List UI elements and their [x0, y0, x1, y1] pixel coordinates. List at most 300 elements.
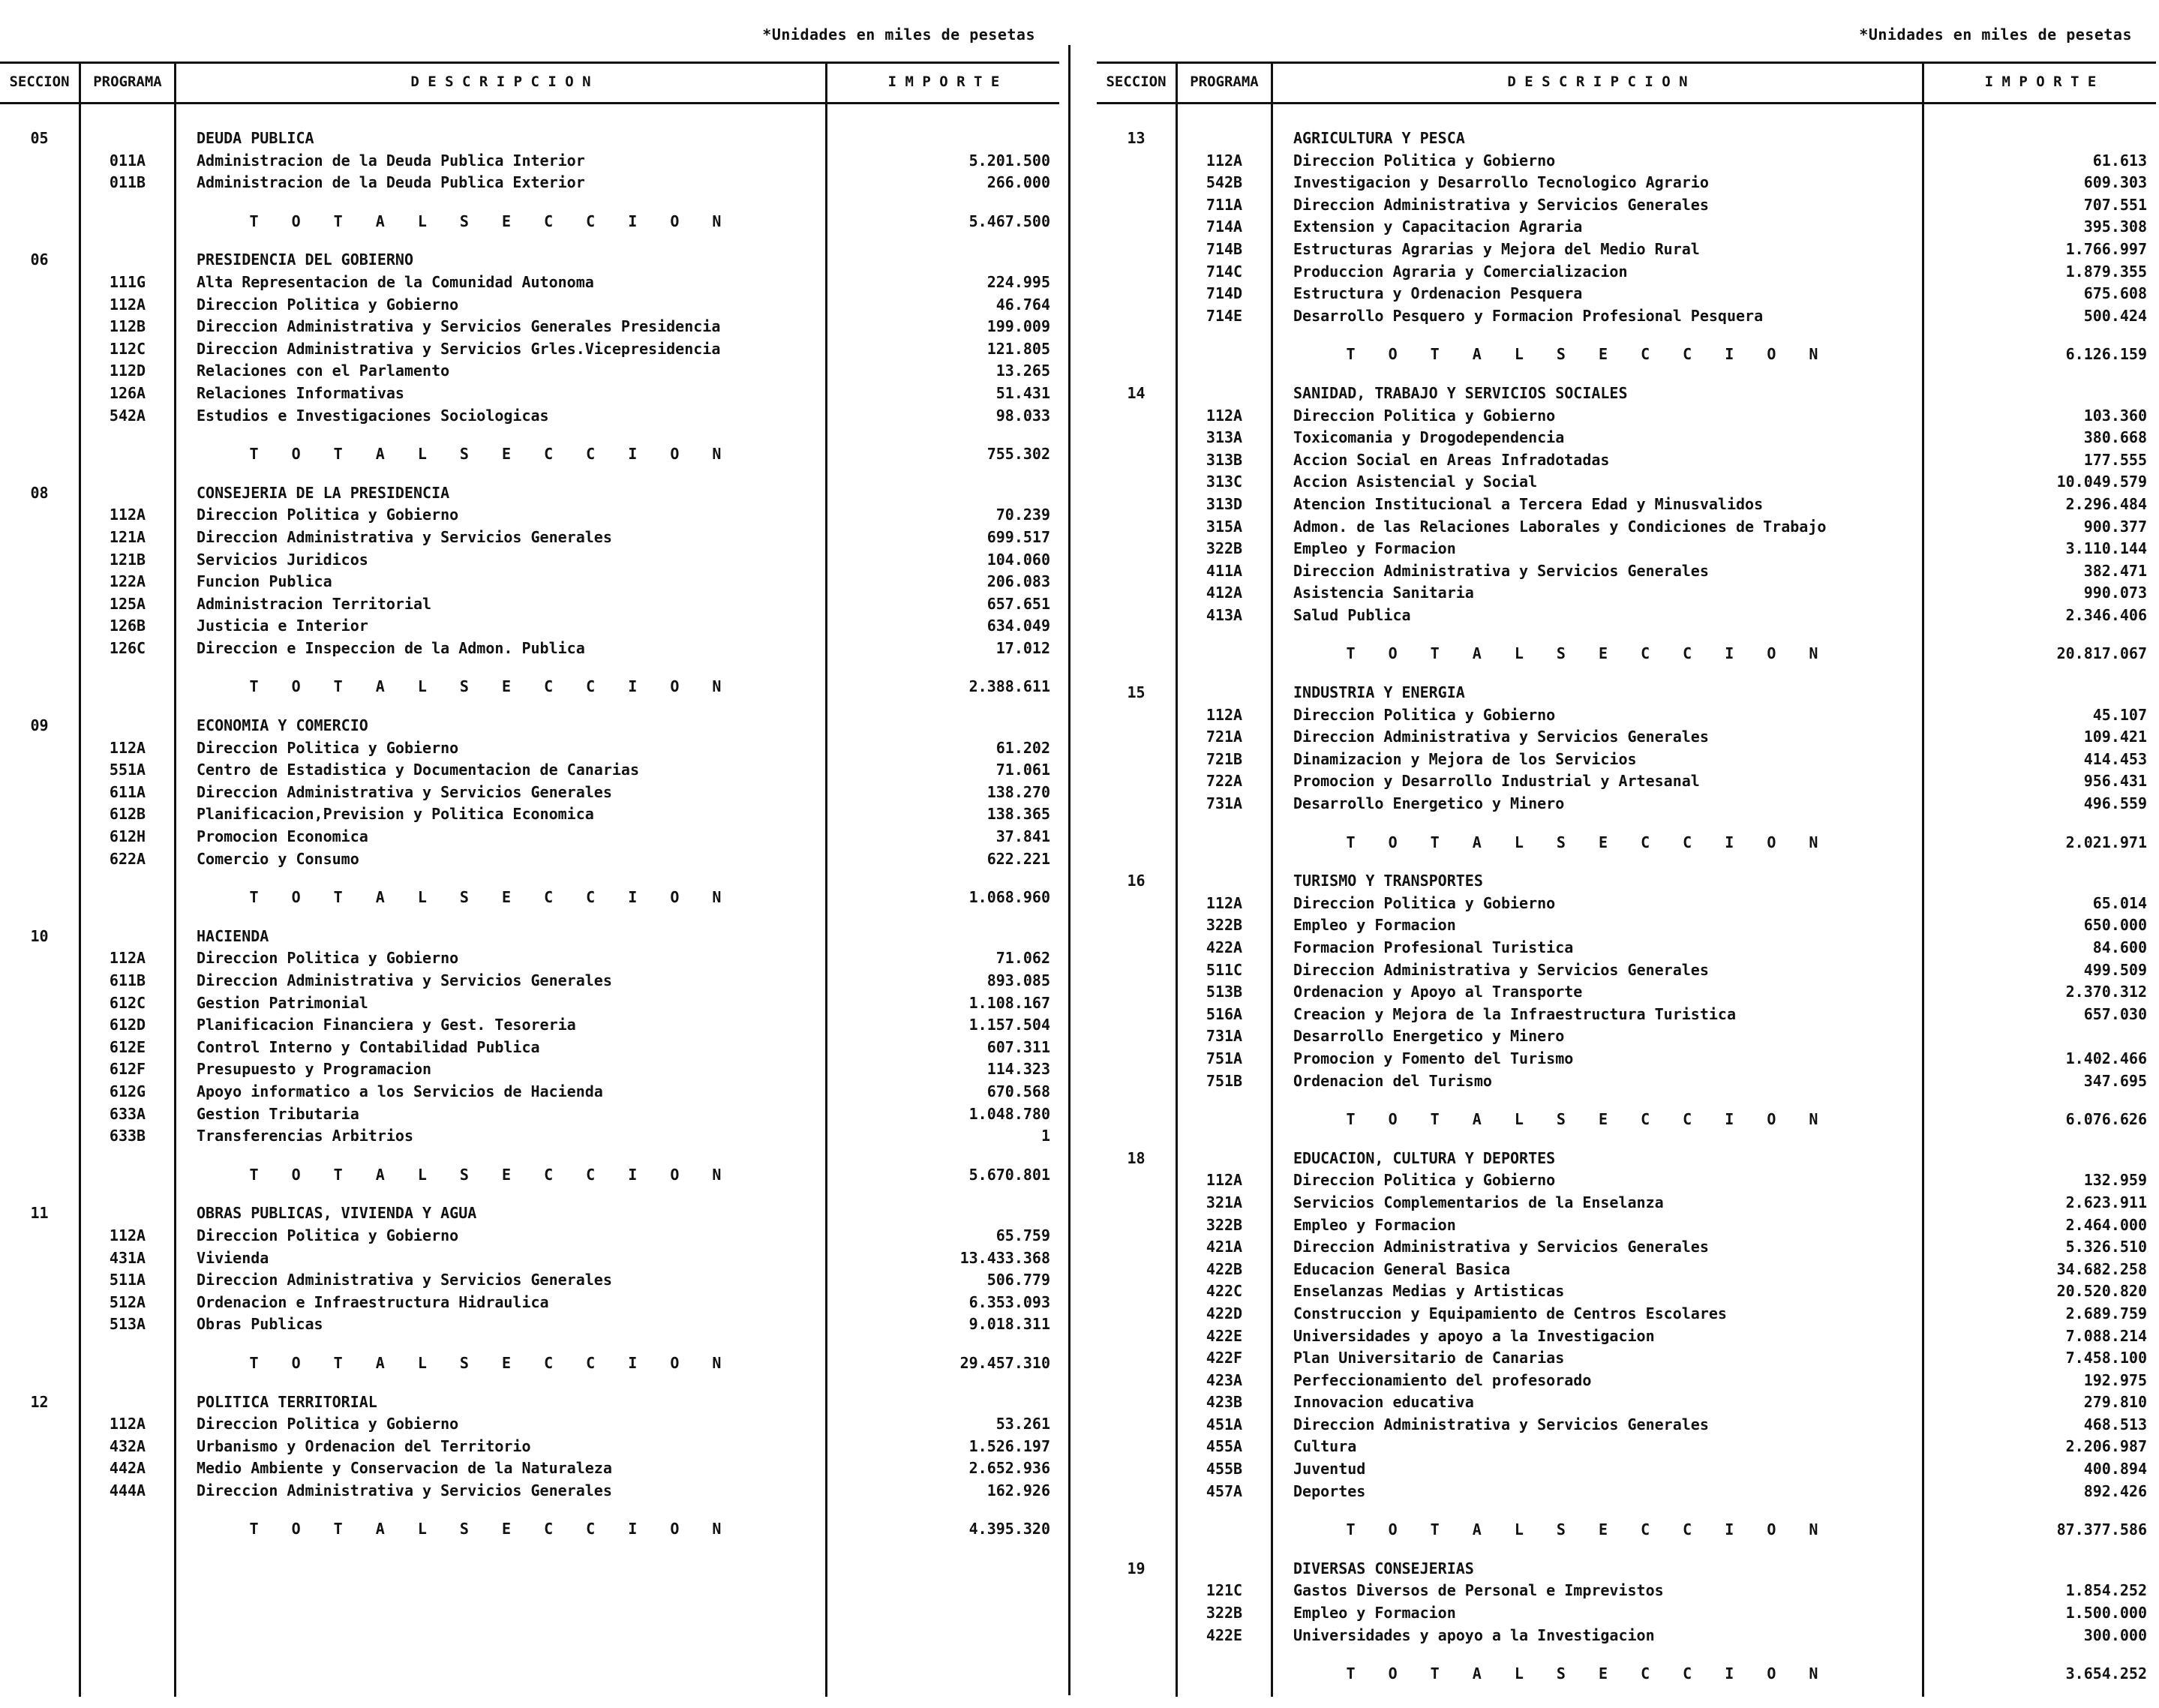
program-amount: 7.458.100 — [2065, 1349, 2147, 1367]
program-code: 612D — [109, 1016, 146, 1034]
program-description: Direccion Administrativa y Servicios Generales — [197, 971, 612, 989]
section-header-row — [0, 1391, 1065, 1414]
program-amount: 138.270 — [986, 782, 1050, 801]
table-row — [0, 737, 1065, 760]
section-total-row — [0, 1518, 1065, 1541]
total-amount: 5.670.801 — [968, 1165, 1050, 1184]
program-description: Admon. de las Relaciones Laborales y Condiciones de Trabajo — [1293, 517, 1827, 536]
program-description: Asistencia Sanitaria — [1293, 584, 1474, 602]
program-amount: 70.239 — [995, 506, 1050, 524]
table-row — [0, 1436, 1065, 1458]
program-code: 542A — [109, 406, 146, 425]
program-code: 714A — [1206, 218, 1243, 236]
program-code: 112A — [1206, 893, 1243, 912]
table-row — [0, 826, 1065, 848]
program-code: 111G — [109, 272, 146, 291]
total-label: T O T A L S E C C I O N — [249, 677, 734, 696]
program-code: 442A — [109, 1459, 146, 1478]
table-row — [0, 970, 1065, 992]
header-bottom-rule — [1097, 102, 2156, 104]
section-header-row — [1097, 128, 2159, 150]
table-row — [1097, 605, 2159, 627]
program-code: 711A — [1206, 195, 1243, 214]
table-row — [1097, 1580, 2159, 1602]
program-code: 112D — [109, 362, 146, 380]
spacer — [1097, 1541, 2159, 1558]
program-amount: 2.652.936 — [968, 1459, 1050, 1478]
program-amount: 607.311 — [986, 1037, 1050, 1056]
total-label: T O T A L S E C C I O N — [249, 1353, 734, 1372]
program-amount: 121.805 — [986, 339, 1050, 358]
program-code: 112A — [109, 949, 146, 968]
program-description: Innovacion educativa — [1293, 1393, 1474, 1412]
program-description: Desarrollo Pesquero y Formacion Profesional Pesquera — [1293, 306, 1764, 325]
program-description: Control Interno y Contabilidad Publica — [197, 1037, 540, 1056]
table-row — [1097, 560, 2159, 583]
total-label: T O T A L S E C C I O N — [1346, 1520, 1830, 1539]
program-description: Plan Universitario de Canarias — [1293, 1349, 1565, 1367]
program-description: Vivienda — [197, 1248, 269, 1267]
section-title: TURISMO Y TRANSPORTES — [1293, 872, 1483, 890]
program-description: Empleo y Formacion — [1293, 916, 1456, 935]
section-total-row — [1097, 832, 2159, 854]
program-code: 313A — [1206, 428, 1243, 447]
program-amount: 84.600 — [2092, 938, 2147, 956]
table-row — [1097, 405, 2159, 428]
program-description: Enselanzas Medias y Artisticas — [1293, 1282, 1565, 1301]
program-code: 121B — [109, 550, 146, 569]
program-code: 721A — [1206, 728, 1243, 746]
program-amount: 65.014 — [2092, 893, 2147, 912]
program-code: 422B — [1206, 1259, 1243, 1278]
total-amount: 5.467.500 — [968, 212, 1050, 230]
program-code: 413A — [1206, 605, 1243, 624]
program-code: 423A — [1206, 1370, 1243, 1389]
program-amount: 206.083 — [986, 572, 1050, 591]
program-description: Toxicomania y Drogodependencia — [1293, 428, 1565, 447]
table-row — [1097, 1458, 2159, 1481]
spacer — [0, 233, 1065, 249]
program-code: 422A — [1206, 938, 1243, 956]
program-description: Direccion Administrativa y Servicios Grles.Vicepresidencia — [197, 339, 721, 358]
program-code: 451A — [1206, 1415, 1243, 1433]
program-description: Desarrollo Energetico y Minero — [1293, 794, 1565, 813]
section-total-row — [0, 887, 1065, 909]
table-row — [0, 172, 1065, 194]
table-row — [1097, 449, 2159, 472]
table-row — [1097, 427, 2159, 449]
section-code: 18 — [1127, 1148, 1146, 1167]
section-header-row — [0, 482, 1065, 505]
table-row — [1097, 1602, 2159, 1625]
program-code: 622A — [109, 849, 146, 868]
table-row — [0, 782, 1065, 804]
program-description: Alta Representacion de la Comunidad Autonoma — [197, 272, 594, 291]
program-description: Direccion e Inspeccion de la Admon. Publica — [197, 638, 585, 657]
program-description: Relaciones Informativas — [197, 383, 404, 402]
program-amount: 1.879.355 — [2065, 262, 2147, 281]
program-amount: 104.060 — [986, 550, 1050, 569]
table-row — [1097, 1303, 2159, 1325]
total-amount: 2.021.971 — [2065, 833, 2147, 851]
table-row — [1097, 172, 2159, 194]
program-amount: 634.049 — [986, 617, 1050, 635]
spacer — [1097, 626, 2159, 643]
program-code: 322B — [1206, 1604, 1243, 1622]
program-description: Apoyo informatico a los Servicios de Hacienda — [197, 1082, 603, 1100]
table-row — [0, 1247, 1065, 1270]
program-description: Ordenacion e Infraestructura Hidraulica — [197, 1292, 549, 1311]
spacer — [1097, 1646, 2159, 1663]
spacer — [1097, 1131, 2159, 1148]
section-title: INDUSTRIA Y ENERGIA — [1293, 683, 1465, 702]
program-code: 322B — [1206, 539, 1243, 558]
program-amount: 300.000 — [2083, 1625, 2147, 1644]
total-amount: 3.654.252 — [2065, 1664, 2147, 1683]
section-total-row — [1097, 1109, 2159, 1131]
program-code: 125A — [109, 594, 146, 613]
program-code: 432A — [109, 1436, 146, 1455]
program-amount: 177.555 — [2083, 450, 2147, 469]
table-row — [0, 527, 1065, 549]
program-amount: 37.841 — [995, 827, 1050, 846]
table-row — [1097, 1370, 2159, 1392]
program-code: 431A — [109, 1248, 146, 1267]
program-amount: 609.303 — [2083, 173, 2147, 192]
program-description: Direccion Administrativa y Servicios Generales — [197, 1271, 612, 1289]
table-row — [1097, 749, 2159, 771]
program-code: 751B — [1206, 1071, 1243, 1090]
program-amount: 2.370.312 — [2065, 983, 2147, 1001]
section-title: CONSEJERIA DE LA PRESIDENCIA — [197, 483, 450, 502]
program-amount: 468.513 — [2083, 1415, 2147, 1433]
program-code: 542B — [1206, 173, 1243, 192]
program-amount: 20.520.820 — [2056, 1282, 2147, 1301]
spacer — [1097, 327, 2159, 344]
total-label: T O T A L S E C C I O N — [1346, 833, 1830, 851]
program-description: Estudios e Investigaciones Sociologicas — [197, 406, 549, 425]
section-code: 15 — [1127, 683, 1146, 702]
program-amount: 499.509 — [2083, 960, 2147, 979]
program-code: 126B — [109, 617, 146, 635]
program-amount: 65.759 — [995, 1226, 1050, 1244]
program-description: Universidades y apoyo a la Investigacion — [1293, 1625, 1655, 1644]
table-row — [1097, 1169, 2159, 1192]
program-amount: 34.682.258 — [2056, 1259, 2147, 1278]
table-row — [1097, 793, 2159, 815]
table-row — [1097, 1280, 2159, 1303]
table-row — [0, 504, 1065, 527]
spacer — [0, 194, 1065, 211]
spacer — [0, 1336, 1065, 1352]
table-row — [0, 947, 1065, 970]
program-code: 714C — [1206, 262, 1243, 281]
program-code: 714B — [1206, 239, 1243, 258]
table-row — [0, 1125, 1065, 1148]
program-code: 423B — [1206, 1393, 1243, 1412]
program-description: Empleo y Formacion — [1293, 1604, 1456, 1622]
table-row — [0, 405, 1065, 428]
program-code: 112B — [109, 317, 146, 336]
program-code: 612E — [109, 1037, 146, 1056]
program-amount: 496.559 — [2083, 794, 2147, 813]
table-body — [1097, 128, 2159, 1702]
total-label: T O T A L S E C C I O N — [249, 1520, 734, 1538]
program-code: 714D — [1206, 284, 1243, 303]
program-description: Estructuras Agrarias y Mejora del Medio Rural — [1293, 239, 1700, 258]
program-description: Centro de Estadistica y Documentacion de Canarias — [197, 761, 640, 779]
program-code: 112A — [109, 295, 146, 314]
table-row — [0, 615, 1065, 638]
program-code: 322B — [1206, 916, 1243, 935]
table-row — [1097, 1481, 2159, 1503]
program-description: Atencion Institucional a Tercera Edad y Minusvalidos — [1293, 494, 1764, 513]
total-label: T O T A L S E C C I O N — [249, 888, 734, 907]
program-amount: 990.073 — [2083, 584, 2147, 602]
total-label: T O T A L S E C C I O N — [249, 1165, 734, 1184]
program-amount: 670.568 — [986, 1082, 1050, 1100]
program-description: Direccion Politica y Gobierno — [197, 738, 459, 757]
program-amount: 5.326.510 — [2065, 1238, 2147, 1256]
spacer — [0, 659, 1065, 676]
table-row — [0, 1037, 1065, 1059]
program-amount: 9.018.311 — [968, 1315, 1050, 1334]
program-description: Deportes — [1293, 1481, 1366, 1500]
program-amount: 1.500.000 — [2065, 1604, 2147, 1622]
total-label: T O T A L S E C C I O N — [1346, 1110, 1830, 1129]
section-title: ECONOMIA Y COMERCIO — [197, 716, 368, 735]
program-description: Perfeccionamiento del profesorado — [1293, 1370, 1592, 1389]
program-amount: 5.201.500 — [968, 151, 1050, 170]
section-title: DIVERSAS CONSEJERIAS — [1293, 1559, 1474, 1577]
program-code: 612F — [109, 1060, 146, 1079]
program-description: Direccion Politica y Gobierno — [197, 1415, 459, 1433]
section-title: EDUCACION, CULTURA Y DEPORTES — [1293, 1148, 1556, 1167]
program-description: Obras Publicas — [197, 1315, 323, 1334]
program-description: Salud Publica — [1293, 605, 1411, 624]
program-code: 721B — [1206, 749, 1243, 768]
header-programa: PROGRAMA — [93, 74, 162, 90]
table-row — [1097, 1192, 2159, 1214]
program-amount: 138.365 — [986, 805, 1050, 824]
total-label: T O T A L S E C C I O N — [249, 212, 734, 230]
table-row — [0, 1014, 1065, 1037]
program-description: Universidades y apoyo a la Investigacion — [1293, 1326, 1655, 1345]
program-code: 513B — [1206, 983, 1243, 1001]
program-description: Relaciones con el Parlamento — [197, 362, 450, 380]
table-row — [1097, 1414, 2159, 1436]
program-code: 422E — [1206, 1326, 1243, 1345]
program-description: Comercio y Consumo — [197, 849, 359, 868]
spacer — [0, 1186, 1065, 1202]
program-amount: 395.308 — [2083, 218, 2147, 236]
program-description: Funcion Publica — [197, 572, 332, 591]
section-code: 12 — [30, 1392, 49, 1411]
total-amount: 6.076.626 — [2065, 1110, 2147, 1129]
program-amount: 51.431 — [995, 383, 1050, 402]
program-code: 313D — [1206, 494, 1243, 513]
table-row — [1097, 305, 2159, 328]
spacer — [0, 1375, 1065, 1391]
program-code: 611A — [109, 782, 146, 801]
program-code: 411A — [1206, 561, 1243, 580]
program-code: 551A — [109, 761, 146, 779]
program-amount: 224.995 — [986, 272, 1050, 291]
spacer — [1097, 1092, 2159, 1109]
table-row — [1097, 1325, 2159, 1348]
program-description: Accion Social en Areas Infradotadas — [1293, 450, 1610, 469]
table-row — [0, 1225, 1065, 1247]
table-row — [1097, 283, 2159, 305]
table-row — [0, 549, 1065, 572]
program-amount: 1 — [1040, 1127, 1050, 1145]
section-total-row — [1097, 1519, 2159, 1541]
spacer — [1097, 1502, 2159, 1519]
program-amount: 103.360 — [2083, 406, 2147, 425]
right-page — [1097, 0, 2159, 1708]
section-total-row — [1097, 1663, 2159, 1685]
table-row — [1097, 194, 2159, 217]
program-amount: 622.221 — [986, 849, 1050, 868]
table-row — [0, 1269, 1065, 1292]
total-label: T O T A L S E C C I O N — [1346, 644, 1830, 663]
section-title: OBRAS PUBLICAS, VIVIENDA Y AGUA — [197, 1204, 477, 1223]
table-row — [0, 338, 1065, 361]
program-amount: 109.421 — [2083, 728, 2147, 746]
section-header-row — [1097, 383, 2159, 405]
program-amount: 192.975 — [2083, 1370, 2147, 1389]
spacer — [0, 909, 1065, 926]
table-row — [1097, 538, 2159, 560]
program-amount: 199.009 — [986, 317, 1050, 336]
table-row — [1097, 1391, 2159, 1414]
table-row — [1097, 1070, 2159, 1093]
program-description: Direccion Administrativa y Servicios Generales Presidencia — [197, 317, 721, 336]
section-title: HACIENDA — [197, 926, 269, 945]
program-description: Direccion Administrativa y Servicios Generales — [1293, 960, 1709, 979]
program-code: 455A — [1206, 1437, 1243, 1456]
table-row — [0, 360, 1065, 383]
program-amount: 675.608 — [2083, 284, 2147, 303]
program-description: Ordenacion y Apoyo al Transporte — [1293, 983, 1583, 1001]
program-amount: 414.453 — [2083, 749, 2147, 768]
program-amount: 900.377 — [2083, 517, 2147, 536]
program-description: Justicia e Interior — [197, 617, 368, 635]
program-description: Direccion Administrativa y Servicios Generales — [1293, 728, 1709, 746]
program-description: Presupuesto y Programacion — [197, 1060, 432, 1079]
section-header-row — [0, 128, 1065, 150]
header-importe: I M P O R T E — [887, 74, 1000, 90]
section-total-row — [0, 676, 1065, 698]
table-row — [1097, 239, 2159, 261]
program-description: Administracion de la Deuda Publica Exterior — [197, 173, 585, 192]
table-row — [1097, 1025, 2159, 1048]
program-code: 722A — [1206, 772, 1243, 791]
program-description: Construccion y Equipamiento de Centros Escolares — [1293, 1304, 1727, 1322]
section-total-row — [1097, 344, 2159, 366]
program-description: Planificacion Financiera y Gest. Tesoreria — [197, 1016, 576, 1034]
program-amount: 132.959 — [2083, 1171, 2147, 1190]
program-description: Servicios Complementarios de la Enselanza — [1293, 1193, 1664, 1211]
program-code: 444A — [109, 1481, 146, 1499]
table-row — [1097, 1214, 2159, 1237]
header-descripcion: D E S C R I P C I O N — [1507, 74, 1688, 90]
section-title: AGRICULTURA Y PESCA — [1293, 129, 1465, 147]
table-body — [0, 128, 1065, 1557]
program-code: 422E — [1206, 1625, 1243, 1644]
units-note: *Unidades en miles de pesetas — [1859, 26, 2132, 44]
table-row — [1097, 937, 2159, 959]
program-code: 322B — [1206, 1215, 1243, 1234]
section-code: 08 — [30, 483, 49, 502]
total-amount: 87.377.586 — [2056, 1520, 2147, 1539]
section-header-row — [1097, 1558, 2159, 1580]
table-row — [1097, 216, 2159, 239]
program-code: 112A — [109, 1226, 146, 1244]
section-header-row — [1097, 870, 2159, 893]
table-row — [1097, 1625, 2159, 1647]
program-description: Extension y Capacitacion Agraria — [1293, 218, 1583, 236]
program-amount: 10.049.579 — [2056, 473, 2147, 491]
program-description: Direccion Administrativa y Servicios Generales — [197, 527, 612, 546]
program-amount: 1.157.504 — [968, 1016, 1050, 1034]
program-code: 751A — [1206, 1049, 1243, 1067]
table-row — [0, 383, 1065, 405]
section-header-row — [0, 249, 1065, 272]
program-amount: 699.517 — [986, 527, 1050, 546]
program-code: 513A — [109, 1315, 146, 1334]
program-code: 612G — [109, 1082, 146, 1100]
program-code: 121C — [1206, 1581, 1243, 1600]
program-description: Administracion Territorial — [197, 594, 432, 613]
program-amount: 61.613 — [2092, 151, 2147, 170]
program-code: 731A — [1206, 794, 1243, 813]
program-code: 511C — [1206, 960, 1243, 979]
total-amount: 2.388.611 — [968, 677, 1050, 696]
table-row — [0, 1313, 1065, 1336]
program-code: 422C — [1206, 1282, 1243, 1301]
total-amount: 20.817.067 — [2056, 644, 2147, 663]
program-description: Ordenacion del Turismo — [1293, 1071, 1492, 1090]
table-row — [0, 272, 1065, 294]
program-code: 714E — [1206, 306, 1243, 325]
units-note: *Unidades en miles de pesetas — [762, 26, 1035, 44]
section-header-row — [0, 715, 1065, 737]
program-description: Produccion Agraria y Comercializacion — [1293, 262, 1628, 281]
program-code: 112C — [109, 339, 146, 358]
program-code: 633A — [109, 1104, 146, 1123]
program-description: Gestion Patrimonial — [197, 993, 368, 1012]
table-row — [0, 1058, 1065, 1081]
program-amount: 45.107 — [2092, 705, 2147, 724]
section-code: 06 — [30, 251, 49, 269]
program-code: 457A — [1206, 1481, 1243, 1500]
table-row — [1097, 981, 2159, 1004]
program-amount: 2.623.911 — [2065, 1193, 2147, 1211]
program-amount: 1.766.997 — [2065, 239, 2147, 258]
program-amount: 1.402.466 — [2065, 1049, 2147, 1067]
table-row — [1097, 582, 2159, 605]
program-code: 112A — [109, 738, 146, 757]
spacer — [0, 427, 1065, 443]
table-row — [1097, 770, 2159, 793]
section-code: 19 — [1127, 1559, 1146, 1577]
table-row — [1097, 471, 2159, 494]
header-top-rule — [0, 62, 1059, 64]
program-amount: 3.110.144 — [2065, 539, 2147, 558]
spacer — [0, 1148, 1065, 1164]
program-description: Empleo y Formacion — [1293, 539, 1456, 558]
